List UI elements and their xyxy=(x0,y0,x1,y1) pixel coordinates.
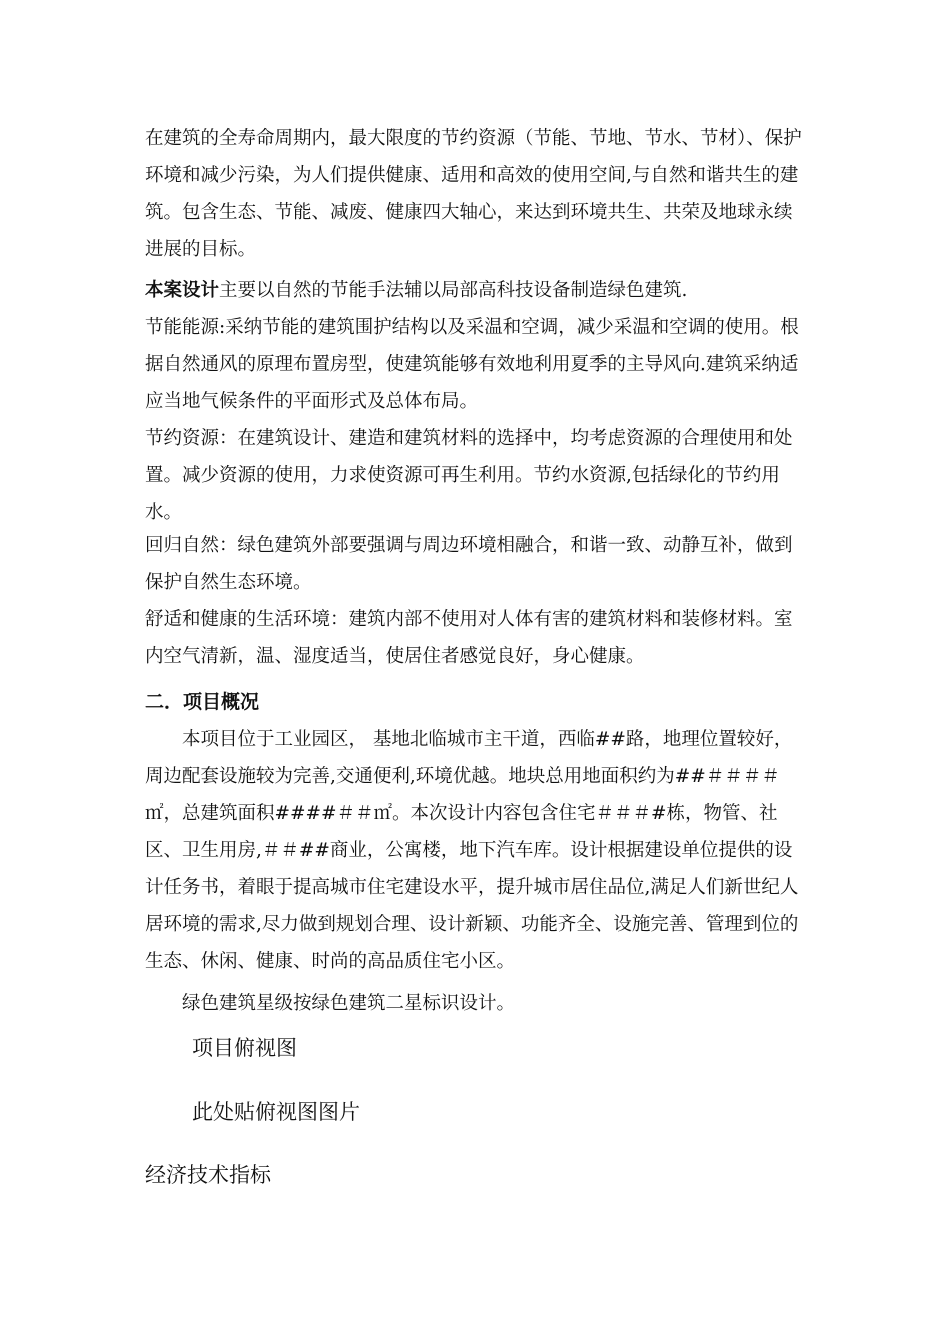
resource-paragraph: 节约资源：在建筑设计、建造和建筑材料的选择中，均考虑资源的合理使用和处置。减少资源的使用，力求使资源可再生利用。节约水资源,包括绿化的节约用水。 xyxy=(145,428,793,523)
design-intro-text: 主要以自然的节能手法辅以局部高科技设备制造绿色建筑. xyxy=(219,280,688,301)
section-heading-project-overview: 二．项目概况 xyxy=(145,691,260,713)
aerial-view-heading: 项目俯视图 xyxy=(192,1036,297,1060)
star-rating-paragraph: 绿色建筑星级按绿色建筑二星标识设计。 xyxy=(182,993,516,1014)
energy-paragraph: 节能能源:采纳节能的建筑围护结构以及采温和空调，减少采温和空调的使用。根据自然通风的原理布置房型，使建筑能够有效地利用夏季的主导风向.建筑采纳适应当地气候条件的平面形式及总体布局。 xyxy=(145,317,799,412)
project-overview-paragraph: 本项目位于工业园区， 基地北临城市主干道，西临##路，地理位置较好，周边配套设施较为完善,交通便利,环境优越。地块总用地面积约为##＃＃＃＃㎡，总建筑面积####＃＃㎡。本次设计内容包含住宅＃＃＃#栋，物管、社区、卫生用房,＃＃##商业，公寓楼，地下汽车库。设计根据建设单位提供的设计任务书，着眼于提高城市住宅建设水平，提升城市居住品位,满足人们新世纪人居环境的需求,尽力做到规划合理、设计新颖、功能齐全、设施完善、管理到位的生态、休闲、健康、时尚的高品质住宅小区。 xyxy=(145,729,799,972)
nature-paragraph: 回归自然：绿色建筑外部要强调与周边环境相融合，和谐一致、动静互补，做到保护自然生态环境。 xyxy=(145,535,793,593)
design-intro-paragraph xyxy=(145,272,810,309)
economic-indicators-heading: 经济技术指标 xyxy=(145,1163,271,1187)
aerial-image-placeholder: 此处贴俯视图图片 xyxy=(192,1100,360,1124)
design-intro-lead: 本案设计 xyxy=(145,280,220,301)
comfort-paragraph: 舒适和健康的生活环境：建筑内部不使用对人体有害的建筑材料和装修材料。室内空气清新，温、湿度适当，使居住者感觉良好，身心健康。 xyxy=(145,609,793,667)
green-definition-paragraph: 在建筑的全寿命周期内，最大限度的节约资源（节能、节地、节水、节材）、保护环境和减少污染，为人们提供健康、适用和高效的使用空间,与自然和谐共生的建筑。包含生态、节能、减废、健康四大轴心，来达到环境共生、共荣及地球永续进展的目标。 xyxy=(145,128,802,260)
